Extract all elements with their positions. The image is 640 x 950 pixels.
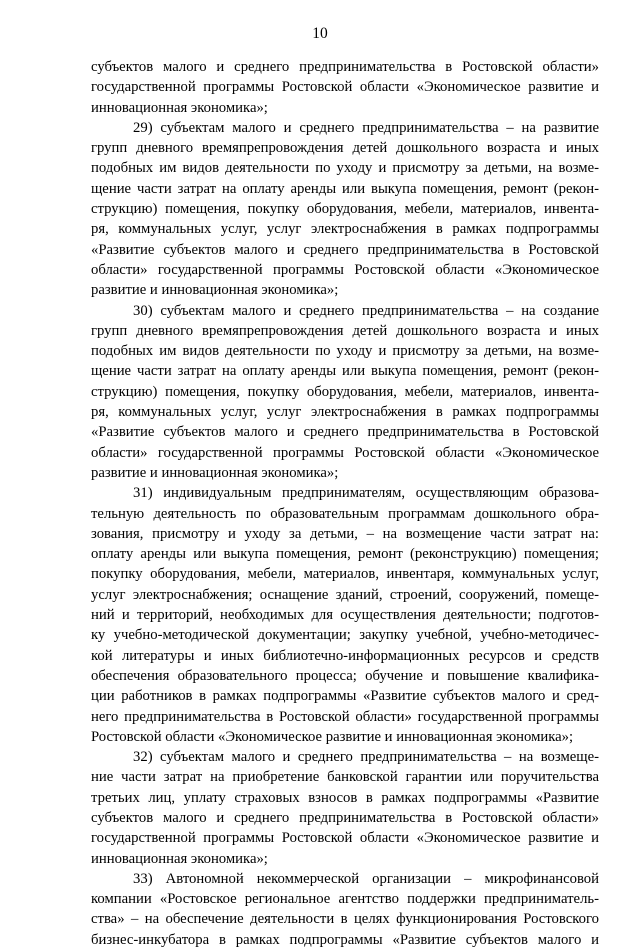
text-line: покупку оборудования, мебели, материалов, инвентаря, коммунальных услуг, bbox=[91, 566, 599, 583]
text-line: государственной программы Ростовской области «Экономическое развитие и bbox=[91, 79, 599, 96]
text-line: струкцию) помещения, покупку оборудования, мебели, материалов, инвента- bbox=[91, 383, 599, 400]
text-line: ства» – на обеспечение деятельности в целях функционирования Ростовского bbox=[91, 911, 599, 928]
text-line: ку учебно-методической документации; закупку учебной, учебно-методичес- bbox=[91, 627, 599, 644]
text-line: Ростовской области «Экономическое развитие и инновационная экономика»; bbox=[91, 728, 574, 745]
text-line: развитие и инновационная экономика»; bbox=[91, 282, 339, 299]
text-line: государственной программы Ростовской области «Экономическое развитие и bbox=[91, 830, 599, 847]
text-line: «Развитие субъектов малого и среднего предпринимательства в Ростовской bbox=[91, 424, 599, 441]
page-number: 10 bbox=[312, 25, 328, 42]
text-line: оплату аренды или выкупа помещения, ремонт (реконструкцию) помещения; bbox=[91, 546, 599, 563]
text-line: 29) субъектам малого и среднего предпринимательства – на развитие bbox=[133, 119, 599, 136]
text-line: субъектов малого и среднего предпринимательства в Ростовской области» bbox=[91, 809, 599, 826]
paragraph bbox=[91, 118, 599, 301]
text-line: кой литературы и иных библиотечно-информационных ресурсов и средств bbox=[91, 647, 599, 664]
text-line: инновационная экономика»; bbox=[91, 850, 268, 867]
text-line: компании «Ростовское региональное агентство поддержки предприниматель- bbox=[91, 891, 599, 908]
text-line: «Развитие субъектов малого и среднего предпринимательства в Ростовской bbox=[91, 241, 599, 258]
text-line: бизнес-инкубатора в рамках подпрограммы «Развитие субъектов малого и bbox=[91, 931, 599, 948]
text-line: обеспечения образовательного процесса; обучение и повышение квалифика- bbox=[91, 667, 599, 684]
text-line: области» государственной программы Ростовской области «Экономическое bbox=[91, 444, 599, 461]
text-line: области» государственной программы Ростовской области «Экономическое bbox=[91, 261, 599, 278]
text-line: 30) субъектам малого и среднего предпринимательства – на создание bbox=[133, 302, 599, 319]
text-line: ря, коммунальных услуг, услуг электроснабжения в рамках подпрограммы bbox=[91, 221, 599, 238]
text-line: инновационная экономика»; bbox=[91, 99, 268, 116]
document-body bbox=[91, 57, 599, 950]
paragraph bbox=[91, 747, 599, 869]
paragraph bbox=[91, 869, 599, 950]
text-line: групп дневного времяпрепровождения детей дошкольного возраста и иных bbox=[91, 322, 599, 339]
text-line: щение части затрат на оплату аренды или выкупа помещения, ремонт (рекон- bbox=[91, 363, 599, 380]
paragraph bbox=[91, 301, 599, 484]
text-line: субъектов малого и среднего предпринимательства в Ростовской области» bbox=[91, 59, 599, 75]
text-line: струкцию) помещения, покупку оборудования, мебели, материалов, инвента- bbox=[91, 201, 599, 218]
text-line: подобных им видов деятельности по уходу и присмотру за детьми, на возме- bbox=[91, 343, 599, 360]
text-line: подобных им видов деятельности по уходу и присмотру за детьми, на возме- bbox=[91, 160, 599, 177]
text-line: щение части затрат на оплату аренды или выкупа помещения, ремонт (рекон- bbox=[91, 180, 599, 197]
text-line: зования, присмотру и уходу за детьми, – на возмещение части затрат на: bbox=[91, 525, 599, 542]
text-line: развитие и инновационная экономика»; bbox=[91, 464, 339, 481]
text-line: ря, коммунальных услуг, услуг электроснабжения в рамках подпрограммы bbox=[91, 404, 599, 421]
text-line: ний и территорий, необходимых для осуществления деятельности; подготов- bbox=[91, 607, 599, 624]
text-line: третьих лиц, уплату страховых взносов в рамках подпрограммы «Развитие bbox=[91, 789, 599, 806]
text-line: групп дневного времяпрепровождения детей дошкольного возраста и иных bbox=[91, 140, 599, 157]
text-line: услуг электроснабжения; оснащение зданий, строений, сооружений, помеще- bbox=[91, 586, 599, 603]
text-line: 31) индивидуальным предпринимателям, осуществляющим образова- bbox=[133, 485, 599, 502]
paragraph bbox=[91, 483, 599, 747]
text-line: тельную деятельность по образовательным программам дошкольного обра- bbox=[91, 505, 599, 522]
text-line: ние части затрат на приобретение банковской гарантии или поручительства bbox=[91, 769, 599, 786]
paragraph bbox=[91, 57, 599, 118]
text-line: 33) Автономной некоммерческой организации – микрофинансовой bbox=[133, 870, 599, 887]
text-line: него предпринимательства в Ростовской области» государственной программы bbox=[91, 708, 599, 725]
text-line: ции работников в рамках подпрограммы «Развитие субъектов малого и сред- bbox=[91, 688, 599, 705]
text-line: 32) субъектам малого и среднего предпринимательства – на возмеще- bbox=[133, 749, 599, 766]
